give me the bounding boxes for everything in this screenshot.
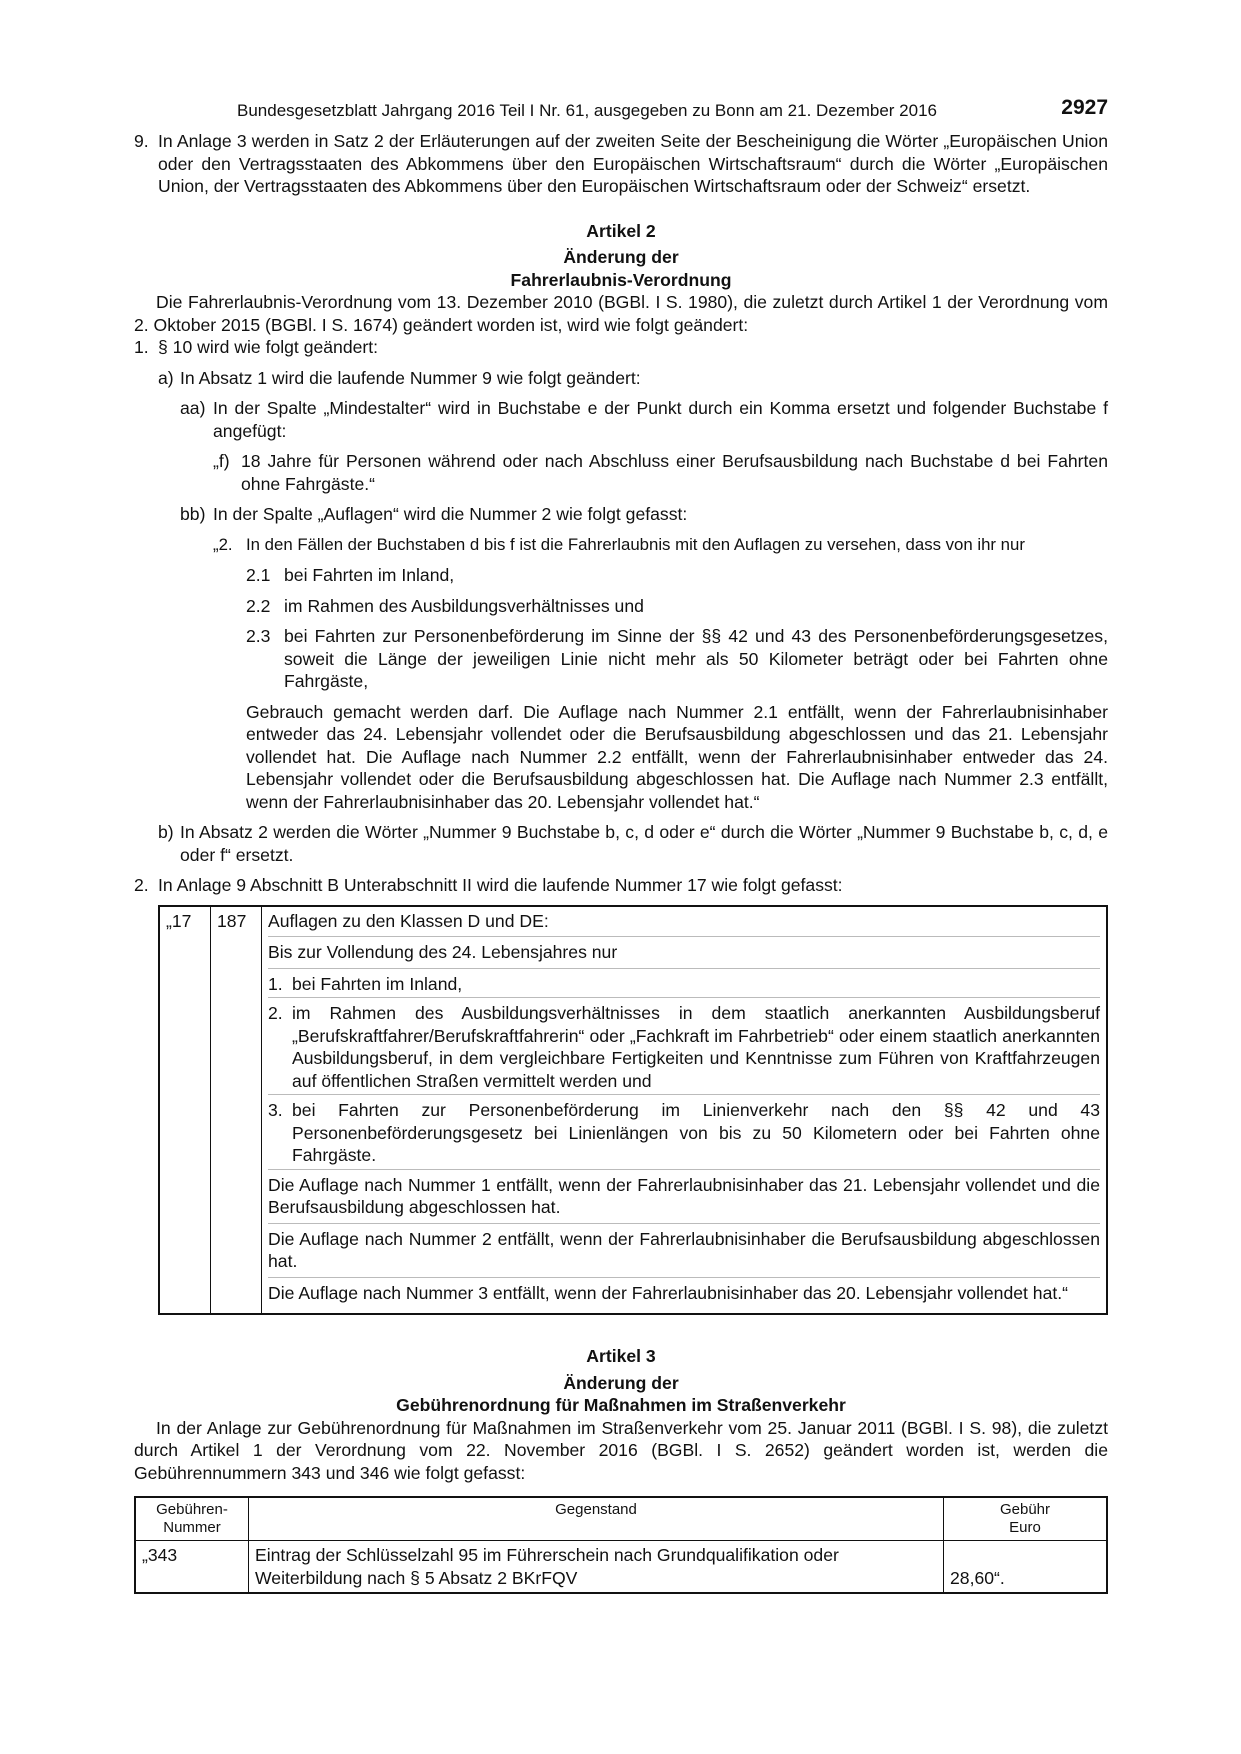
item-text: § 10 wird wie folgt geändert: <box>158 337 379 357</box>
table-list-item-3 <box>268 1099 1100 1170</box>
table-cell-number: „17 <box>159 906 211 1315</box>
article-3-title-line2: Gebührenordnung für Maßnahmen im Straßenverkehr <box>396 1395 846 1415</box>
cell-subject: Eintrag der Schlüsselzahl 95 im Führerschein nach Grundqualifikation oder Weiterbildung nach § 5 Absatz 2 BKrFQV <box>249 1541 944 1594</box>
item-label: „2. <box>213 534 233 554</box>
letter-f-quote <box>213 450 1108 495</box>
fee-table <box>134 1496 1108 1594</box>
item-text: In den Fällen der Buchstaben d bis f ist die Fahrerlaubnis mit den Auflagen zu versehen, dass von ihr nur <box>246 534 1025 554</box>
number-2-2 <box>246 595 1108 618</box>
subitem-aa <box>180 397 1108 442</box>
table-note-1: Die Auflage nach Nummer 1 entfällt, wenn der Fahrerlaubnisinhaber das 21. Lebensjahr vollendet und die Berufsausbildung abgeschlossen hat. <box>268 1174 1100 1224</box>
item-text: In Absatz 2 werden die Wörter „Nummer 9 Buchstabe b, c, d oder e“ durch die Wörter „Nummer 9 Buchstabe b, c, d, e oder f“ ersetzt. <box>180 822 1108 865</box>
header-fee <box>944 1497 1108 1541</box>
number-2-1 <box>246 564 1108 587</box>
page-header <box>134 96 1108 130</box>
item-label: 2.3 <box>246 626 271 646</box>
item-text: In der Spalte „Auflagen“ wird die Nummer 2 wie folgt gefasst: <box>213 504 688 524</box>
article-2-intro: Die Fahrerlaubnis-Verordnung vom 13. Dezember 2010 (BGBl. I S. 1980), die zuletzt durch Artikel 1 der Verordnung vom 2. Oktober 2015 (BGBl. I S. 1674) geändert worden ist, wird wie folgt geändert: <box>134 292 1108 335</box>
item-label: 2.2 <box>246 595 271 616</box>
item-label: bb) <box>180 504 206 524</box>
item-label: 2. <box>134 875 149 895</box>
table-list-item-2 <box>268 1002 1100 1095</box>
gebrauch-paragraph: Gebrauch gemacht werden darf. Die Auflage nach Nummer 2.1 entfällt, wenn der Fahrerlaubnisinhaber entweder das 24. Lebensjahr vollendet oder die Berufsausbildung abgeschlossen und das 21. Lebensjahr vollendet hat. Die Auflage nach Nummer 2.2 entfällt, wenn der Fahrerlaubnisinhaber entweder das 24. Lebensjahr vollendet oder die Berufsausbildung abgeschlossen hat. Die Auflage nach Nummer 2.3 entfällt, wenn der Fahrerlaubnisinhaber das 20. Lebensjahr vollendet hat.“ <box>246 701 1108 812</box>
table-title: Auflagen zu den Klassen D und DE: <box>268 910 1100 938</box>
amendment-item-9 <box>134 130 1108 198</box>
cell-fee-number: „343 <box>135 1541 249 1594</box>
item-text: bei Fahrten zur Personenbeförderung im Sinne der §§ 42 und 43 des Personenbeförderungsgesetzes, soweit die Länge der jeweiligen Linie nicht mehr als 50 Kilometer beträgt oder bei Fahrten ohne Fahrgäste, <box>284 626 1108 691</box>
table-cell-content <box>262 906 1108 1315</box>
table-intro: Bis zur Vollendung des 24. Lebensjahres nur <box>268 941 1100 969</box>
item-label: a) <box>158 367 174 388</box>
document-page <box>134 96 1108 1594</box>
table-header-row <box>135 1497 1107 1541</box>
table-cell-code: 187 <box>211 906 262 1315</box>
table-list-item-1 <box>268 973 1100 999</box>
item-label: 1. <box>268 973 283 994</box>
table-note-3: Die Auflage nach Nummer 3 entfällt, wenn der Fahrerlaubnisinhaber das 20. Lebensjahr vollendet hat.“ <box>268 1282 1069 1303</box>
subitem-a <box>158 367 1108 390</box>
item-text: im Rahmen des Ausbildungsverhältnisses in dem staatlich anerkannten Ausbildungsberuf „Berufskraftfahrer/Berufskraftfahrerin“ oder „Fachkraft im Fahrbetrieb“ oder einem staatlich anerkannten Ausbildungsberuf, in dem vergleichbare Fertigkeiten und Kenntnisse zum Führen von Kraftfahrzeugen auf öffentlichen Straßen vermittelt werden und <box>292 1003 1100 1091</box>
header-fee-number <box>135 1497 249 1541</box>
page-number: 2927 <box>1061 96 1108 119</box>
article-3-intro: In der Anlage zur Gebührenordnung für Maßnahmen im Straßenverkehr vom 25. Januar 2011 (BGBl. I S. 98), die zuletzt durch Artikel 1 der Verordnung vom 22. November 2016 (BGBl. I S. 2652) geändert worden ist, werden die Gebührennummern 343 und 346 wie folgt gefasst: <box>134 1417 1108 1483</box>
number-2-3 <box>246 625 1108 693</box>
item-text: bei Fahrten zur Personenbeförderung im Linienverkehr nach den §§ 42 und 43 Personenbeförderungsgesetz bei Linienlängen von bis zu 50 Kilometern oder bei Fahrten ohne Fahrgäste. <box>292 1100 1100 1165</box>
item-label: 3. <box>268 1100 283 1120</box>
item-text: In Anlage 3 werden in Satz 2 der Erläuterungen auf der zweiten Seite der Bescheinigung die Wörter „Europäischen Union oder den Vertragsstaaten des Abkommens über den Europäischen Wirtschaftsraum“ durch die Wörter „Europäischen Union, der Vertragsstaaten des Abkommens über den Europäischen Wirtschaftsraum oder der Schweiz“ ersetzt. <box>158 131 1108 196</box>
amendment-item-1 <box>134 336 1108 359</box>
item-text: In Absatz 1 wird die laufende Nummer 9 wie folgt geändert: <box>180 367 641 388</box>
header-line: Gebühren- <box>156 1501 228 1518</box>
item-label: 2.1 <box>246 565 271 585</box>
table-row <box>159 906 1107 1315</box>
item-text: bei Fahrten im Inland, <box>284 565 455 585</box>
item-label: 9. <box>134 131 149 151</box>
table-row <box>135 1541 1107 1594</box>
item-text: im Rahmen des Ausbildungsverhältnisses und <box>284 595 644 616</box>
header-subject: Gegenstand <box>249 1497 944 1541</box>
item-label: „f) <box>213 451 230 471</box>
article-3-title-line1: Änderung der <box>563 1372 679 1393</box>
item-text: 18 Jahre für Personen während oder nach Abschluss einer Berufsausbildung nach Buchstabe d bei Fahrten ohne Fahrgäste.“ <box>241 451 1108 494</box>
item-text: In der Spalte „Mindestalter“ wird in Buchstabe e der Punkt durch ein Komma ersetzt und folgender Buchstabe f angefügt: <box>213 398 1108 441</box>
article-2-title-line1: Änderung der <box>563 247 679 267</box>
cell-fee: 28,60“. <box>944 1541 1108 1594</box>
article-3-heading: Artikel 3 <box>586 1346 656 1366</box>
number-2-quote <box>213 534 1108 557</box>
header-line: Gebühr <box>999 1501 1051 1518</box>
article-2-heading: Artikel 2 <box>586 220 656 241</box>
amendment-item-2 <box>134 874 1108 897</box>
item-label: 1. <box>134 337 149 357</box>
subitem-bb <box>180 503 1108 526</box>
header-line: Euro <box>1009 1519 1041 1536</box>
table-note-2: Die Auflage nach Nummer 2 entfällt, wenn der Fahrerlaubnisinhaber die Berufsausbildung abgeschlossen hat. <box>268 1228 1100 1278</box>
item-text: In Anlage 9 Abschnitt B Unterabschnitt II wird die laufende Nummer 17 wie folgt gefasst: <box>158 875 843 895</box>
article-2-title-line2: Fahrerlaubnis-Verordnung <box>510 269 732 290</box>
subitem-b <box>158 821 1108 866</box>
running-title: Bundesgesetzblatt Jahrgang 2016 Teil I Nr. 61, ausgegeben zu Bonn am 21. Dezember 2016 <box>237 101 937 120</box>
item-label: b) <box>158 822 174 842</box>
item-label: 2. <box>268 1003 283 1023</box>
anlage-9-table <box>158 905 1108 1316</box>
header-line: Nummer <box>163 1519 221 1536</box>
item-text: bei Fahrten im Inland, <box>292 973 463 994</box>
item-label: aa) <box>180 398 206 418</box>
